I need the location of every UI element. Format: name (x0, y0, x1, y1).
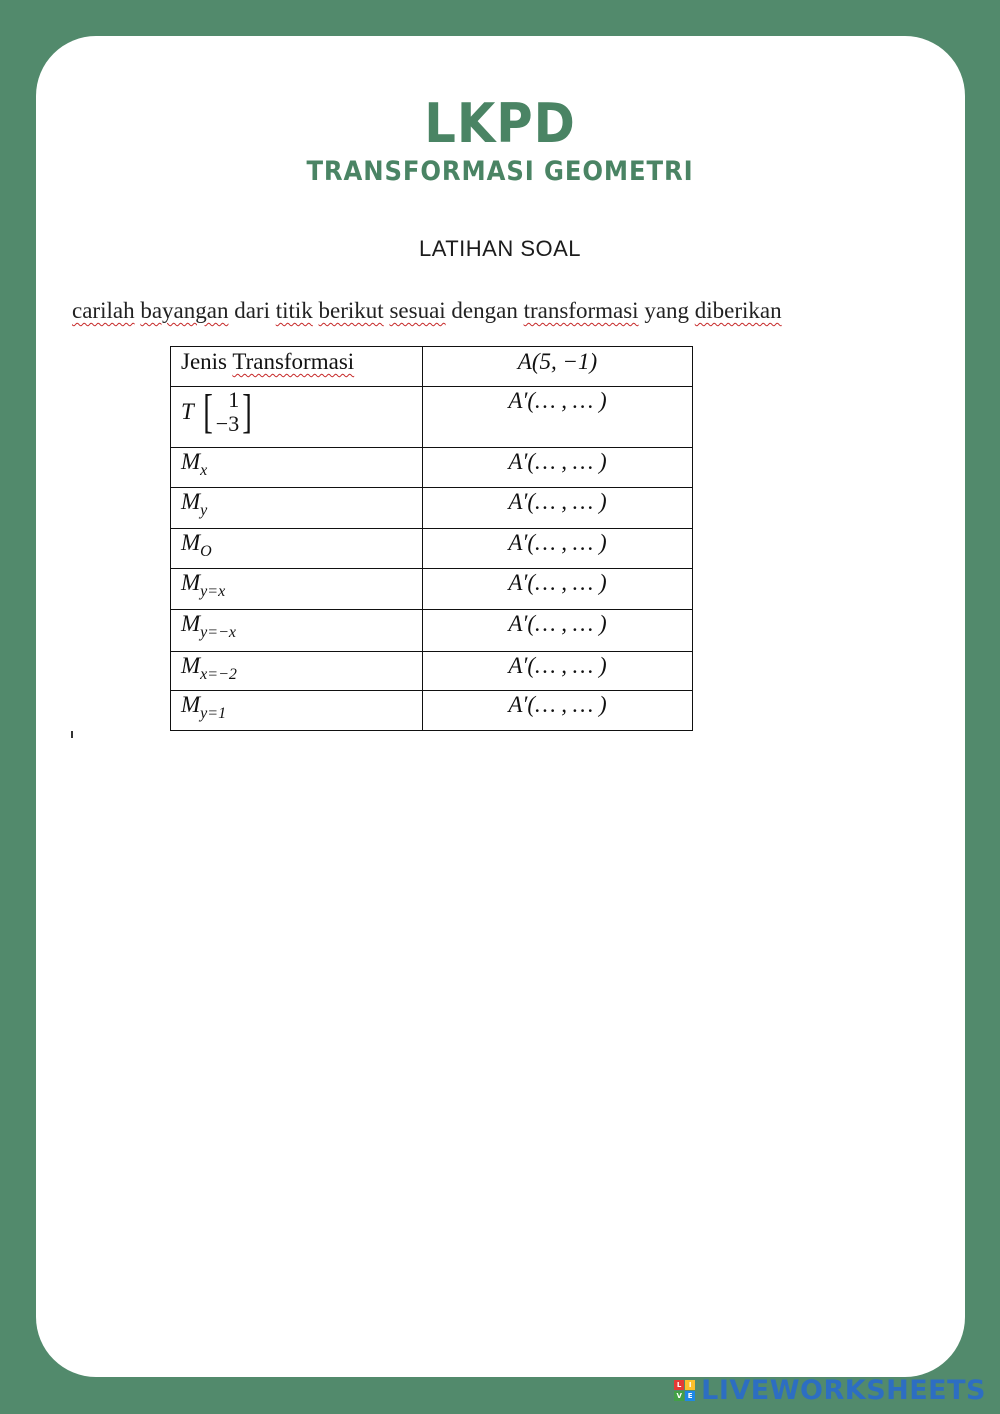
instruction-word: yang (644, 298, 690, 323)
translation-vector (181, 385, 255, 438)
table-header-row (171, 347, 693, 387)
logo-letter: V (674, 1391, 684, 1401)
logo-letter: E (685, 1391, 695, 1401)
instruction-word: dari (234, 298, 270, 323)
table-row (171, 448, 693, 488)
liveworksheets-logo-icon (674, 1380, 695, 1401)
logo-letter: L (674, 1380, 684, 1390)
result-cell[interactable]: A′(… , … ) (423, 569, 693, 610)
section-label: LATIHAN SOAL (418, 236, 582, 261)
transform-cell: $M_{x=-2}$ (171, 652, 423, 691)
result-cell[interactable]: A′(… , … ) (423, 387, 693, 448)
table-row (171, 529, 693, 569)
transform-cell: $M_{y=1}$ (171, 691, 423, 731)
brand-name[interactable]: LIVEWORKSHEETS (701, 1375, 986, 1406)
left-bracket-icon: [ (202, 385, 213, 438)
vector-top: 1 (228, 387, 240, 412)
instruction-word: bayangan (140, 298, 229, 323)
logo-letter: I (685, 1380, 695, 1390)
table-row (171, 691, 693, 731)
transform-cell: $M_O$ (171, 529, 423, 569)
header-word: Jenis (181, 349, 227, 374)
right-bracket-icon: ] (242, 385, 252, 438)
transform-cell: $M_y$ (171, 488, 423, 529)
instruction-text (72, 298, 912, 324)
table-row (171, 488, 693, 529)
result-cell[interactable]: A′(… , … ) (423, 691, 693, 731)
footer-brand (674, 1375, 986, 1406)
result-cell[interactable]: A′(… , … ) (423, 610, 693, 652)
page-subtitle: TRANSFORMASI GEOMETRI (306, 156, 694, 187)
text-cursor-mark (71, 731, 73, 738)
instruction-word: sesuai (389, 298, 446, 323)
transform-cell: $M_{y=-x}$ (171, 610, 423, 652)
instruction-word: titik (275, 298, 313, 323)
header-transform-type (171, 347, 423, 387)
table-row (171, 569, 693, 610)
page-title: LKPD (424, 92, 576, 155)
header-point: A(5, −1) (423, 347, 693, 387)
transform-cell: $M_{y=x}$ (171, 569, 423, 610)
header-word: Transformasi (232, 349, 355, 374)
result-cell[interactable]: A′(… , … ) (423, 529, 693, 569)
translation-symbol: T (181, 399, 194, 424)
instruction-word: diberikan (694, 298, 782, 323)
instruction-word: transformasi (523, 298, 639, 323)
table-row (171, 652, 693, 691)
instruction-word: carilah (72, 298, 135, 323)
transform-cell: $M_x$ (171, 448, 423, 488)
result-cell[interactable]: A′(… , … ) (423, 652, 693, 691)
vector-values (216, 388, 239, 436)
instruction-word: dengan (451, 298, 518, 323)
result-cell[interactable]: A′(… , … ) (423, 448, 693, 488)
result-cell[interactable]: A′(… , … ) (423, 488, 693, 529)
transformation-table (170, 346, 693, 731)
table-row (171, 387, 693, 448)
table-row (171, 610, 693, 652)
instruction-word: berikut (318, 298, 384, 323)
vector-bottom: −3 (215, 411, 240, 436)
translation-cell (171, 387, 423, 448)
